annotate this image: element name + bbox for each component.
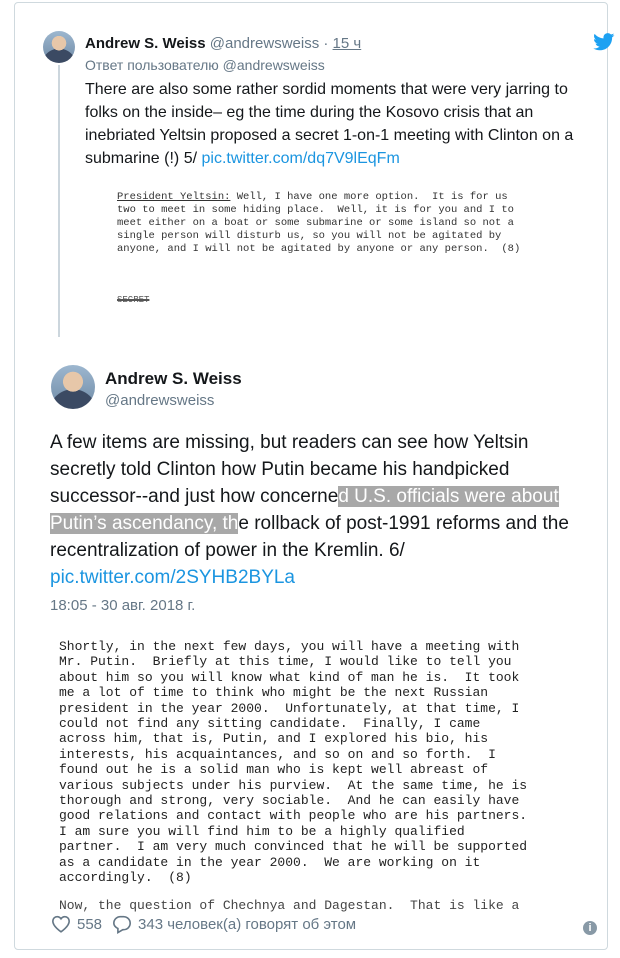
- parent-tweet-text: [85, 78, 595, 170]
- doc-line-5: anyone, and I will not be agitated by anyone or any person. (8): [117, 243, 521, 255]
- heart-icon: [51, 915, 71, 933]
- main-author-name[interactable]: Andrew S. Weiss: [105, 369, 242, 388]
- parent-text-body: There are also some rather sordid moments that were very jarring to folks on the inside– eg the time during the Kosovo crisis that an inebriated Yeltsin proposed a secret 1-on-1 meeting with Clinton on a submarine (!) 5/: [85, 81, 574, 167]
- main-media-link[interactable]: pic.twitter.com/2SYHB2BYLa: [50, 567, 295, 588]
- like-count: 558: [77, 915, 103, 933]
- parent-timestamp[interactable]: 15 ч: [332, 35, 362, 52]
- info-icon[interactable]: i: [583, 921, 597, 935]
- doc-line-3: meet either on a boat or some submarine or some island so not a: [117, 217, 514, 229]
- doc-line-4: single person will disturb us, so you will not be agitated by: [117, 230, 502, 242]
- tweet-embed-card: [14, 2, 608, 950]
- main-avatar[interactable]: [51, 365, 95, 409]
- reply-conversation-button[interactable]: [112, 915, 356, 933]
- main-text-before: A few items are missing, but readers can see how Yeltsin secretly told Clinton how Putin became his handpicked successor--and just how concerne: [50, 432, 529, 507]
- parent-document-image[interactable]: [117, 191, 557, 256]
- main-document-cut-line: Now, the question of Chechnya and Dagestan. That is like a: [59, 898, 520, 913]
- reply-icon: [112, 915, 132, 933]
- tweet-actions: [51, 915, 366, 933]
- reply-to-label: Ответ пользователю @andrewsweiss: [85, 57, 325, 73]
- twitter-bird-icon[interactable]: [593, 33, 615, 51]
- parent-separator: ·: [323, 35, 329, 52]
- main-tweet-text: [50, 429, 595, 591]
- text-selection-highlight: d U.S. officials were about Putin’s ascendancy, th: [50, 486, 559, 534]
- main-document-image[interactable]: Shortly, in the next few days, you will have a meeting with Mr. Putin. Briefly at this time, I would like to tell you about him so you will know what kind of man he is. It took me a lot of time to think who might be the next Russian president in the year 2000. Unfortunately, at that time, I could not find any sitting candidate. Finally, I came across him, that is, Putin, and I explored his bio, his interests, his acquaintances, and so on and so forth. I found out he is a solid man who is kept well abreast of various subjects under his purview. At the same time, he is thorough and strong, very sociable. And he can easily have good relations and contact with people who are his partners. I am sure you will find him to be a highly qualified partner. I am very much convinced that he will be supported as a candidate in the year 2000. We are working on it accordingly. (8): [59, 639, 528, 886]
- doc-line-2: two to meet in some hiding place. Well, it is for you and I to: [117, 204, 514, 216]
- doc-secret-stamp: SECRET: [117, 295, 150, 305]
- doc-line-1: Well, I have one more option. It is for us: [230, 191, 508, 203]
- people-talking-label: 343 человек(а) говорят об этом: [138, 915, 357, 933]
- main-text-after: e rollback of post-1991 reforms and the recentralization of power in the Kremlin. 6/: [50, 513, 569, 561]
- doc-speaker-label: President Yeltsin:: [117, 191, 231, 203]
- parent-author-handle[interactable]: @andrewsweiss: [209, 35, 320, 52]
- parent-header: [85, 35, 361, 52]
- parent-author-name[interactable]: Andrew S. Weiss: [85, 35, 206, 52]
- main-author-handle[interactable]: @andrewsweiss: [105, 392, 215, 409]
- thread-line: [58, 65, 60, 337]
- parent-media-link[interactable]: pic.twitter.com/dq7V9lEqFm: [201, 150, 400, 167]
- parent-avatar[interactable]: [43, 31, 75, 63]
- like-button[interactable]: [51, 915, 102, 933]
- parent-tweet: [15, 3, 607, 343]
- main-timestamp[interactable]: 18:05 - 30 авг. 2018 г.: [50, 597, 196, 614]
